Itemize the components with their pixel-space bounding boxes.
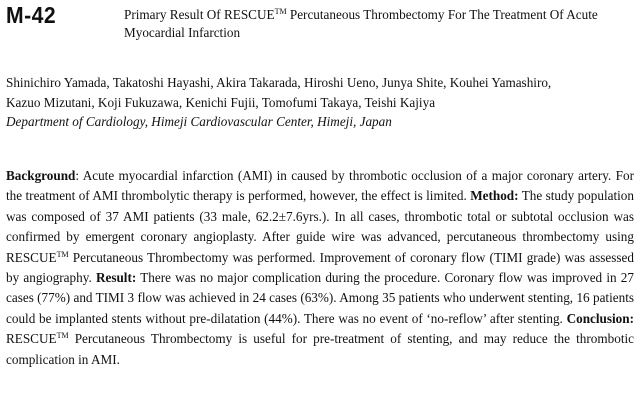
abstract-title <box>124 6 636 42</box>
author-line-1: Shinichiro Yamada, Takatoshi Hayashi, Akira Takarada, Hiroshi Ueno, Junya Shite, Kouhei Yamashiro, <box>6 75 552 90</box>
result-label: Result: <box>95 270 137 286</box>
abstract-body <box>6 166 634 370</box>
abstract-code: M-42 <box>6 2 57 28</box>
trademark-superscript: TM <box>56 249 69 259</box>
method-label: Method: <box>470 188 519 204</box>
author-list <box>6 73 634 112</box>
method-text-2: Percutaneous Thrombectomy was performed. Improvement of coronary flow (TIMI grade) was assessed by angiography. <box>6 249 634 286</box>
trademark-superscript: TM <box>56 331 69 341</box>
result-text: There was no major complication during the procedure. Coronary flow was improved in 27 cases (77%) and TIMI 3 flow was achieved in 24 cases (63%). Among 35 patients who underwent stenting, 16 patients could be implanted stents without pre-dilatation (44%). There was no event of ‘no-reflow’ after stenting. <box>6 270 634 326</box>
conclusion-label: Conclusion: <box>566 310 634 326</box>
author-line-2: Kazuo Mizutani, Koji Fukuzawa, Kenichi Fujii, Tomofumi Takaya, Teishi Kajiya <box>6 94 436 110</box>
affiliation: Department of Cardiology, Himeji Cardiovascular Center, Himeji, Japan <box>6 114 392 129</box>
conclusion-text-1: RESCUE <box>6 331 57 347</box>
trademark-superscript: TM <box>274 7 287 16</box>
title-text-part1: Primary Result Of RESCUE <box>124 7 275 22</box>
title-text-part2: Percutaneous Thrombectomy For The Treatment Of Acute Myocardial Infarction <box>124 7 598 40</box>
background-label: Background <box>6 168 76 183</box>
background-text: : Acute myocardial infarction (AMI) in caused by thrombotic occlusion of a major coronary artery. For the treatment of AMI thrombolytic therapy is performed, however, the effect is limited. <box>6 168 634 204</box>
conclusion-text-2: Percutaneous Thrombectomy is useful for pre-treatment of stenting, and may reduce the thrombotic complication in AMI. <box>6 331 634 367</box>
method-text-1: The study population was composed of 37 AMI patients (33 male, 62.2±7.6yrs.). In all cases, thrombotic total or subtotal occlusion was confirmed by emergent coronary angioplasty. After guide wire was advanced, percutaneous thrombectomy using RESCUE <box>6 188 634 265</box>
